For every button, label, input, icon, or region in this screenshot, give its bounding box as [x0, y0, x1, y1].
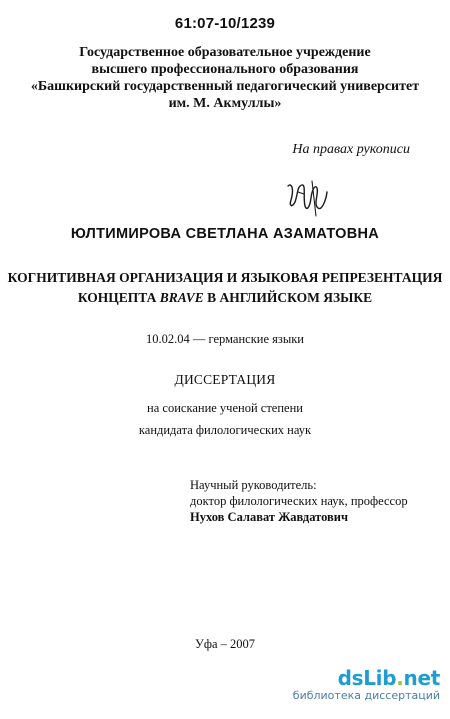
title-line-2	[0, 288, 450, 308]
supervisor-name: Нухов Салават Жавдатович	[190, 510, 349, 524]
manuscript-rights-note: На правах рукописи	[292, 142, 410, 157]
author-name: ЮЛТИМИРОВА СВЕТЛАНА АЗАМАТОВНА	[70, 226, 380, 242]
supervisor-credentials: доктор филологических наук, профессор	[190, 494, 408, 508]
institution-line: «Башкирский государственный педагогический университет	[30, 79, 420, 94]
degree-name: кандидата филологических наук	[138, 423, 312, 437]
institution-block	[0, 44, 450, 112]
title-line-1: КОГНИТИВНАЯ ОРГАНИЗАЦИЯ И ЯЗЫКОВАЯ РЕПРЕЗЕНТАЦИЯ	[7, 270, 443, 285]
institution-line: им. М. Акмуллы»	[168, 96, 282, 111]
institution-line: Государственное образовательное учреждение	[79, 45, 371, 60]
degree-block	[0, 397, 450, 441]
title-language-label: В АНГЛИЙСКОМ ЯЗЫКЕ	[203, 290, 373, 305]
document-type: ДИССЕРТАЦИЯ	[174, 372, 276, 387]
city-year: Уфа – 2007	[195, 637, 255, 651]
watermark	[293, 667, 440, 703]
watermark-logo	[293, 667, 440, 689]
degree-purpose: на соискание ученой степени	[147, 401, 303, 415]
watermark-logo-tld: net	[403, 666, 440, 690]
supervisor-label: Научный руководитель:	[190, 478, 317, 492]
dissertation-title	[0, 268, 450, 308]
title-concept-label: КОНЦЕПТА	[77, 290, 160, 305]
watermark-tagline: библиотека диссертаций	[292, 689, 440, 702]
title-concept-word: BRAVE	[159, 290, 204, 305]
watermark-logo-dot: .	[396, 666, 404, 690]
institution-line: высшего профессионального образования	[91, 62, 359, 77]
supervisor-block	[190, 477, 408, 525]
catalog-number: 61:07-10/1239	[174, 15, 276, 32]
specialty-code: 10.02.04 — германские языки	[146, 332, 304, 346]
watermark-logo-main: dsLib	[337, 666, 397, 690]
handwritten-signature-icon	[282, 172, 332, 218]
